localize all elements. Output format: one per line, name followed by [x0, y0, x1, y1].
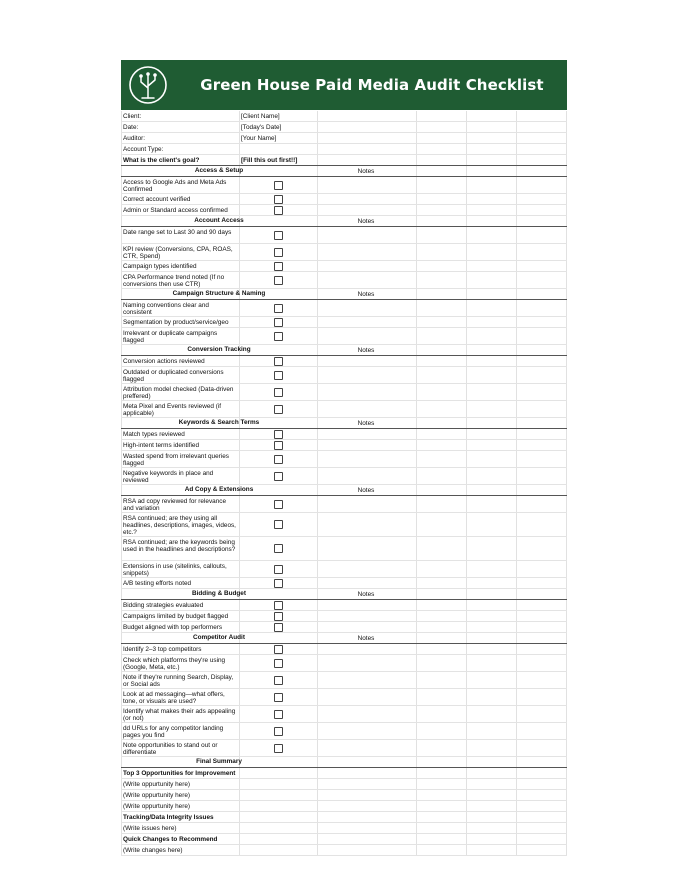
header-banner	[121, 60, 567, 110]
checkbox[interactable]	[274, 612, 283, 621]
checklist-item-label: Campaign types identified	[123, 262, 197, 270]
table-row	[121, 672, 567, 689]
section-title: Final Summary	[196, 758, 242, 765]
checkbox[interactable]	[274, 744, 283, 753]
section-header	[121, 589, 567, 600]
table-row	[121, 244, 567, 261]
table-row	[121, 144, 567, 155]
notes-label: Notes	[357, 635, 375, 642]
checkbox[interactable]	[274, 388, 283, 397]
checklist-item-label: High-intent terms identified	[123, 441, 200, 449]
checklist-item-label: Budget aligned with top performers	[123, 623, 223, 631]
table-row	[121, 401, 567, 418]
table-row	[121, 779, 567, 790]
checkbox[interactable]	[274, 565, 283, 574]
table-row	[121, 740, 567, 757]
info-label: Account Type:	[123, 146, 164, 153]
info-label: What is the client's goal?	[123, 157, 200, 164]
summary-placeholder: (Write oppurtunity here)	[123, 803, 191, 810]
table-row	[121, 768, 567, 779]
info-label: Date:	[123, 124, 139, 131]
table-row	[121, 812, 567, 823]
checklist-item-label: Look at ad messaging—what offers, tone, or visuals are used?	[123, 690, 225, 705]
checkbox[interactable]	[274, 676, 283, 685]
section-header	[121, 166, 567, 177]
checkbox[interactable]	[274, 544, 283, 553]
summary-placeholder: (Write changes here)	[123, 847, 183, 854]
section-title: Conversion Tracking	[187, 346, 251, 353]
section-title: Campaign Structure & Naming	[172, 290, 266, 297]
section-title: Access & Setup	[194, 167, 244, 174]
checklist-item-label: RSA ad copy reviewed for relevance and variation	[123, 497, 227, 512]
table-row	[121, 133, 567, 144]
section-title: Ad Copy & Extensions	[184, 486, 254, 493]
notes-label: Notes	[357, 420, 375, 427]
table-row	[121, 655, 567, 672]
checklist-item-label: Attribution model checked (Data-driven preffered)	[123, 385, 234, 400]
table-row	[121, 513, 567, 537]
table-row	[121, 706, 567, 723]
notes-label: Notes	[357, 168, 375, 175]
checkbox[interactable]	[274, 248, 283, 257]
table-row	[121, 111, 567, 122]
checklist-item-label: RSA continued; are they using all headlines, descriptions, images, videos, etc.?	[123, 514, 236, 536]
summary-heading: Top 3 Opportunities for Improvement	[123, 770, 236, 777]
checklist-item-label: Negative keywords in place and reviewed	[123, 469, 214, 484]
section-header	[121, 345, 567, 356]
checkbox[interactable]	[274, 710, 283, 719]
table-row	[121, 227, 567, 244]
checkbox[interactable]	[274, 579, 283, 588]
info-value: [Fill this out first!!]	[241, 157, 298, 164]
table-row	[121, 367, 567, 384]
table-row	[121, 440, 567, 451]
table-row	[121, 261, 567, 272]
notes-label: Notes	[357, 591, 375, 598]
checklist-item-label: Bidding strategies evaluated	[123, 601, 204, 609]
table-row	[121, 317, 567, 328]
section-title: Bidding & Budget	[192, 590, 246, 597]
checkbox[interactable]	[274, 659, 283, 668]
table-row	[121, 194, 567, 205]
section-title: Keywords & Search Terms	[178, 419, 260, 426]
info-value: [Today's Date]	[241, 124, 282, 131]
table-row	[121, 429, 567, 440]
checklist-item-label: A/B testing efforts noted	[123, 579, 192, 587]
table-row	[121, 468, 567, 485]
table-row	[121, 790, 567, 801]
checkbox[interactable]	[274, 262, 283, 271]
checklist-item-label: Extensions in use (sitelinks, callouts, snippets)	[123, 562, 227, 577]
checklist-item-label: Conversion actions reviewed	[123, 357, 205, 365]
table-row	[121, 723, 567, 740]
notes-label: Notes	[357, 487, 375, 494]
checkbox[interactable]	[274, 645, 283, 654]
checkbox[interactable]	[274, 727, 283, 736]
table-row	[121, 834, 567, 845]
notes-label: Notes	[357, 347, 375, 354]
checkbox[interactable]	[274, 195, 283, 204]
checklist-sheet	[121, 111, 567, 856]
table-row	[121, 177, 567, 194]
section-header	[121, 289, 567, 300]
checklist-item-label: dd URLs for any competitor landing pages you find	[123, 724, 224, 739]
table-row	[121, 823, 567, 834]
checkbox[interactable]	[274, 231, 283, 240]
table-row	[121, 801, 567, 812]
checklist-item-label: Identify what makes their ads appealing (or not)	[123, 707, 236, 722]
checkbox[interactable]	[274, 441, 283, 450]
checkbox[interactable]	[274, 693, 283, 702]
checklist-item-label: Access to Google Ads and Meta Ads Confirmed	[123, 178, 227, 193]
info-value: [Your Name]	[241, 135, 277, 142]
checkbox[interactable]	[274, 318, 283, 327]
section-header	[121, 485, 567, 496]
checklist-item-label: Irrelevant or duplicate campaigns flagged	[123, 329, 218, 344]
checklist-item-label: Segmentation by product/service/geo	[123, 318, 229, 326]
table-row	[121, 537, 567, 561]
table-row	[121, 561, 567, 578]
table-row	[121, 155, 567, 166]
checkbox[interactable]	[274, 623, 283, 632]
checkbox[interactable]	[274, 601, 283, 610]
info-label: Client:	[123, 113, 142, 120]
table-row	[121, 300, 567, 317]
table-row	[121, 600, 567, 611]
info-value: [Client Name]	[241, 113, 280, 120]
checkbox[interactable]	[274, 405, 283, 414]
section-title: Competitor Audit	[193, 634, 245, 641]
checklist-item-label: Date range set to Last 30 and 90 days	[123, 228, 232, 236]
summary-heading: Quick Changes to Recommend	[123, 836, 218, 843]
section-header	[121, 216, 567, 227]
checklist-item-label: Identify 2–3 top competitors	[123, 645, 202, 653]
checkbox[interactable]	[274, 371, 283, 380]
checkbox[interactable]	[274, 520, 283, 529]
summary-placeholder: (Write oppurtunity here)	[123, 781, 191, 788]
checkbox[interactable]	[274, 455, 283, 464]
table-row	[121, 272, 567, 289]
notes-label: Notes	[357, 291, 375, 298]
checkbox[interactable]	[274, 430, 283, 439]
table-row	[121, 496, 567, 513]
summary-placeholder: (Write issues here)	[123, 825, 177, 832]
table-row	[121, 644, 567, 655]
checklist-item-label: KPI review (Conversions, CPA, ROAS, CTR, Spend)	[123, 245, 233, 260]
checklist-item-label: Correct account verified	[123, 195, 191, 203]
table-row	[121, 845, 567, 856]
table-row	[121, 622, 567, 633]
checkbox[interactable]	[274, 357, 283, 366]
table-row	[121, 578, 567, 589]
checklist-item-label: Naming conventions clear and consistent	[123, 301, 209, 316]
checkbox[interactable]	[274, 206, 283, 215]
page-title: Green House Paid Media Audit Checklist	[200, 76, 544, 94]
info-label: Auditor:	[123, 135, 146, 142]
notes-label: Notes	[357, 218, 375, 225]
checkbox[interactable]	[274, 332, 283, 341]
table-row	[121, 356, 567, 367]
checklist-item-label: Match types reviewed	[123, 430, 185, 438]
section-header	[121, 757, 567, 768]
checklist-item-label: CPA Performance trend noted (If no conversions then use CTR)	[123, 273, 225, 288]
section-title: Account Access	[194, 217, 244, 224]
checklist-item-label: RSA continued; are the keywords being used in the headlines and descriptions?	[123, 538, 236, 553]
table-row	[121, 328, 567, 345]
table-row	[121, 205, 567, 216]
checklist-item-label: Outdated or duplicated conversions flagged	[123, 368, 224, 383]
section-header	[121, 633, 567, 644]
checklist-item-label: Meta Pixel and Events reviewed (if applicable)	[123, 402, 222, 417]
table-row	[121, 122, 567, 133]
checklist-item-label: Admin or Standard access confirmed	[123, 206, 228, 214]
section-header	[121, 418, 567, 429]
tree-circuit-icon	[127, 64, 169, 106]
checkbox[interactable]	[274, 181, 283, 190]
table-row	[121, 384, 567, 401]
table-row	[121, 451, 567, 468]
checkbox[interactable]	[274, 304, 283, 313]
summary-heading: Tracking/Data Integrity Issues	[123, 814, 214, 821]
checklist-item-label: Check which platforms they're using (Google, Meta, etc.)	[123, 656, 226, 671]
checkbox[interactable]	[274, 276, 283, 285]
checkbox[interactable]	[274, 500, 283, 509]
checkbox[interactable]	[274, 472, 283, 481]
checklist-item-label: Wasted spend from irrelevant queries flagged	[123, 452, 229, 467]
summary-placeholder: (Write oppurtunity here)	[123, 792, 191, 799]
checklist-item-label: Note opportunities to stand out or differentiate	[123, 741, 218, 756]
checklist-item-label: Campaigns limited by budget flagged	[123, 612, 229, 620]
table-row	[121, 611, 567, 622]
checklist-item-label: Note if they're running Search, Display, or Social ads	[123, 673, 234, 688]
table-row	[121, 689, 567, 706]
